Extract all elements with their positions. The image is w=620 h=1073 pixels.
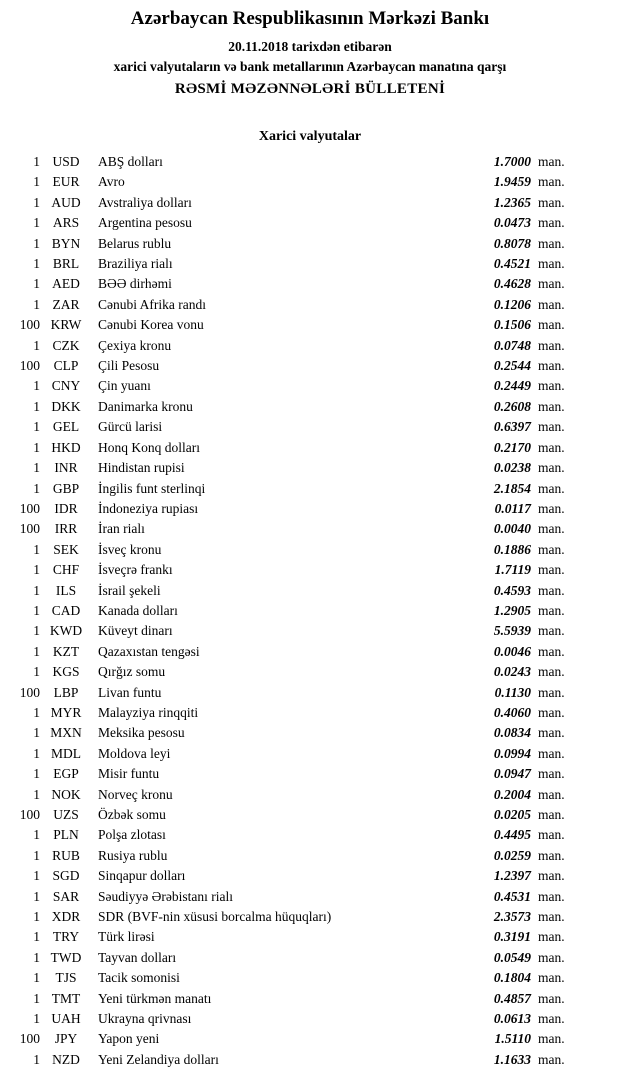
currency-unit: man. bbox=[538, 215, 565, 231]
currency-row bbox=[14, 336, 568, 356]
currency-unit: man. bbox=[538, 745, 565, 761]
currency-code: AED bbox=[52, 276, 80, 292]
currency-unit: man. bbox=[538, 460, 565, 476]
currency-name: Cənubi Afrika randı bbox=[98, 296, 206, 312]
currency-name: Belarus rublu bbox=[98, 235, 172, 251]
currency-code: KWD bbox=[49, 623, 83, 639]
currency-code: UAH bbox=[51, 1011, 81, 1027]
currency-unit: man. bbox=[538, 296, 565, 312]
currency-row bbox=[14, 968, 568, 988]
currency-quantity: 1 bbox=[33, 398, 40, 414]
currency-unit: man. bbox=[538, 704, 565, 720]
currency-unit: man. bbox=[538, 1031, 565, 1047]
currency-quantity: 1 bbox=[33, 725, 40, 741]
currency-row bbox=[14, 825, 568, 845]
currency-quantity: 1 bbox=[33, 460, 40, 476]
currency-unit: man. bbox=[538, 1051, 565, 1067]
currency-quantity: 100 bbox=[19, 317, 40, 333]
currency-unit: man. bbox=[538, 888, 565, 904]
currency-code: UZS bbox=[53, 807, 79, 822]
currency-code: ZAR bbox=[52, 296, 80, 312]
currency-name: Norveç kronu bbox=[98, 786, 173, 802]
currency-rate: 0.2608 bbox=[493, 398, 531, 414]
currency-quantity: 1 bbox=[33, 337, 40, 353]
currency-rate: 0.0834 bbox=[493, 725, 531, 741]
currency-rate: 0.6397 bbox=[493, 419, 531, 435]
currency-name: Yeni Zelandiya dolları bbox=[98, 1051, 219, 1067]
currency-name: Avro bbox=[98, 174, 125, 190]
bank-title: Azərbaycan Respublikasının Mərkəzi Bankı bbox=[130, 8, 490, 29]
currency-rate: 0.1506 bbox=[493, 317, 531, 333]
currency-unit: man. bbox=[538, 541, 565, 557]
currency-rate: 0.0613 bbox=[493, 1011, 531, 1027]
currency-code: EUR bbox=[52, 174, 80, 190]
currency-row bbox=[14, 213, 568, 233]
currency-name: Tacik somonisi bbox=[98, 970, 180, 986]
currency-unit: man. bbox=[538, 623, 565, 639]
currency-quantity: 1 bbox=[33, 990, 40, 1006]
currency-name: Çin yuanı bbox=[98, 378, 151, 394]
currency-code: TWD bbox=[50, 949, 82, 965]
currency-quantity: 100 bbox=[19, 1031, 40, 1047]
currency-quantity: 1 bbox=[33, 623, 40, 639]
currency-rate: 1.2905 bbox=[493, 602, 531, 618]
currency-unit: man. bbox=[538, 949, 565, 965]
currency-quantity: 1 bbox=[33, 643, 40, 659]
currency-quantity: 1 bbox=[33, 296, 40, 312]
currency-rate: 1.1633 bbox=[493, 1051, 531, 1067]
currency-row bbox=[14, 315, 568, 335]
currency-rate: 1.9459 bbox=[493, 174, 531, 190]
currency-unit: man. bbox=[538, 235, 565, 251]
currency-unit: man. bbox=[538, 194, 565, 210]
currency-code: MDL bbox=[51, 745, 81, 761]
currency-name: Yapon yeni bbox=[98, 1031, 160, 1047]
currency-code: CNY bbox=[51, 378, 81, 394]
currency-rate: 2.1854 bbox=[493, 480, 531, 496]
currency-name: İran rialı bbox=[98, 521, 145, 537]
currency-quantity: 1 bbox=[33, 827, 40, 843]
currency-name: Cənubi Korea vonu bbox=[98, 317, 204, 333]
currency-code: MXN bbox=[50, 725, 82, 741]
currency-rate: 0.2170 bbox=[493, 439, 531, 455]
currency-name: Yeni türkmən manatı bbox=[98, 990, 212, 1006]
currency-unit: man. bbox=[538, 256, 565, 272]
currency-row bbox=[14, 519, 568, 539]
currency-name: Misir funtu bbox=[98, 766, 160, 782]
currency-rate: 0.8078 bbox=[493, 235, 531, 251]
currency-code: DKK bbox=[51, 398, 81, 414]
currency-quantity: 1 bbox=[33, 562, 40, 578]
currency-row bbox=[14, 274, 568, 294]
currency-rate: 0.1130 bbox=[494, 684, 531, 700]
currency-name: İsveç kronu bbox=[98, 541, 162, 557]
currency-row bbox=[14, 397, 568, 417]
currency-quantity: 1 bbox=[33, 949, 40, 965]
currency-code: GEL bbox=[52, 419, 80, 435]
currency-row bbox=[14, 458, 568, 478]
currency-row bbox=[14, 499, 568, 519]
currency-row bbox=[14, 295, 568, 315]
currency-rate: 1.2397 bbox=[493, 868, 531, 884]
currency-rate: 0.2004 bbox=[493, 786, 531, 802]
currency-quantity: 1 bbox=[33, 868, 40, 884]
currency-name: SDR (BVF-nin xüsusi borcalma hüquqları) bbox=[98, 909, 332, 925]
currency-row bbox=[14, 560, 568, 580]
currency-unit: man. bbox=[538, 276, 565, 292]
currency-row bbox=[14, 785, 568, 805]
currency-code: EGP bbox=[53, 766, 79, 782]
currency-quantity: 1 bbox=[33, 847, 40, 863]
currency-rate: 0.2544 bbox=[493, 358, 531, 374]
currency-code: INR bbox=[54, 460, 78, 476]
currency-code: SEK bbox=[53, 541, 79, 557]
currency-row bbox=[14, 703, 568, 723]
currency-code: CHF bbox=[52, 562, 80, 578]
currency-row bbox=[14, 927, 568, 947]
currency-name: Kanada dolları bbox=[98, 602, 178, 618]
currency-name: Hindistan rupisi bbox=[98, 460, 185, 476]
currency-code: HKD bbox=[51, 439, 81, 455]
currency-name: İngilis funt sterlinqi bbox=[98, 480, 206, 496]
currency-name: BƏƏ dirhəmi bbox=[98, 276, 172, 292]
currency-name: Danimarka kronu bbox=[98, 398, 193, 414]
currency-quantity: 1 bbox=[33, 786, 40, 802]
currency-unit: man. bbox=[538, 582, 565, 598]
currency-name: Livan funtu bbox=[98, 684, 162, 700]
currency-unit: man. bbox=[538, 398, 565, 414]
currency-name: Türk lirəsi bbox=[98, 929, 155, 945]
currency-row bbox=[14, 744, 568, 764]
currency-name: Polşa zlotası bbox=[98, 827, 166, 843]
currency-code: TMT bbox=[51, 990, 81, 1006]
currency-name: Səudiyyə Ərəbistanı rialı bbox=[98, 888, 233, 904]
currency-unit: man. bbox=[538, 766, 565, 782]
currency-name: Ukrayna qrivnası bbox=[98, 1011, 192, 1027]
currency-code: SGD bbox=[52, 868, 80, 884]
currency-rate: 5.5939 bbox=[493, 623, 531, 639]
currency-unit: man. bbox=[538, 868, 565, 884]
currency-row bbox=[14, 662, 568, 682]
currency-quantity: 1 bbox=[33, 1011, 40, 1027]
currency-quantity: 1 bbox=[33, 745, 40, 761]
currency-rate: 0.0238 bbox=[493, 460, 531, 476]
currency-quantity: 1 bbox=[33, 704, 40, 720]
currency-name: İsveçrə frankı bbox=[98, 562, 173, 578]
currency-row bbox=[14, 172, 568, 192]
currency-row bbox=[14, 683, 568, 703]
currency-quantity: 1 bbox=[33, 909, 40, 925]
currency-quantity: 1 bbox=[33, 256, 40, 272]
currency-unit: man. bbox=[538, 1011, 565, 1027]
bulletin-title: RƏSMİ MƏZƏNNƏLƏRİ BÜLLETENİ bbox=[174, 81, 446, 97]
currency-row bbox=[14, 1009, 568, 1029]
currency-row bbox=[14, 1029, 568, 1049]
currency-quantity: 1 bbox=[33, 664, 40, 680]
currency-quantity: 100 bbox=[19, 358, 40, 374]
currency-rate: 2.3573 bbox=[493, 909, 531, 925]
currency-code: IDR bbox=[54, 500, 78, 516]
currency-name: Argentina pesosu bbox=[98, 215, 192, 231]
currency-name: Çexiya kronu bbox=[98, 337, 172, 353]
currency-unit: man. bbox=[538, 684, 565, 700]
currency-unit: man. bbox=[538, 439, 565, 455]
currency-rate: 0.1206 bbox=[493, 296, 531, 312]
currency-code: TJS bbox=[55, 970, 77, 986]
currency-code: IRR bbox=[54, 521, 78, 537]
currency-unit: man. bbox=[538, 725, 565, 741]
currency-row bbox=[14, 254, 568, 274]
currency-rate: 0.4521 bbox=[493, 256, 531, 272]
bulletin-header bbox=[0, 0, 620, 99]
currency-quantity: 100 bbox=[19, 500, 40, 516]
currency-code: USD bbox=[52, 154, 80, 169]
currency-row bbox=[14, 764, 568, 784]
currency-unit: man. bbox=[538, 827, 565, 843]
currency-row bbox=[14, 581, 568, 601]
currency-unit: man. bbox=[538, 664, 565, 680]
currency-code: MYR bbox=[50, 704, 82, 720]
currency-quantity: 1 bbox=[33, 602, 40, 618]
currency-rate: 0.4593 bbox=[493, 582, 531, 598]
currency-row bbox=[14, 989, 568, 1009]
currency-code: ARS bbox=[52, 215, 80, 231]
currency-rate: 0.4495 bbox=[493, 827, 531, 843]
currency-quantity: 1 bbox=[33, 194, 40, 210]
currency-quantity: 100 bbox=[19, 684, 40, 700]
currency-name: Meksika pesosu bbox=[98, 725, 185, 741]
currency-rate: 0.4628 bbox=[493, 276, 531, 292]
currency-row bbox=[14, 846, 568, 866]
currency-code: CAD bbox=[51, 602, 81, 618]
currency-quantity: 1 bbox=[33, 582, 40, 598]
currency-rate: 0.4857 bbox=[493, 990, 531, 1006]
currency-rate: 0.4531 bbox=[493, 888, 531, 904]
currency-code: NOK bbox=[51, 786, 81, 802]
currency-rate: 1.7000 bbox=[493, 154, 531, 169]
currency-code: BYN bbox=[51, 235, 81, 251]
currency-rate: 0.0549 bbox=[493, 949, 531, 965]
currency-row bbox=[14, 866, 568, 886]
currency-unit: man. bbox=[538, 419, 565, 435]
currency-rate: 0.0748 bbox=[493, 337, 531, 353]
currency-name: Sinqapur dolları bbox=[98, 868, 186, 884]
currency-code: BRL bbox=[52, 256, 80, 272]
currency-rate: 0.0243 bbox=[493, 664, 531, 680]
currency-code: KGS bbox=[52, 664, 80, 680]
currency-quantity: 1 bbox=[33, 929, 40, 945]
currency-code: TRY bbox=[52, 929, 80, 945]
currency-name: Honq Konq dolları bbox=[98, 439, 200, 455]
currency-name: İsrail şekeli bbox=[98, 582, 161, 598]
currency-quantity: 1 bbox=[33, 480, 40, 496]
currency-code: CZK bbox=[52, 337, 80, 353]
currency-rate: 0.2449 bbox=[493, 378, 531, 394]
currency-row bbox=[14, 234, 568, 254]
currency-unit: man. bbox=[538, 807, 565, 822]
currency-name: Malayziya rinqqiti bbox=[98, 704, 199, 720]
currency-unit: man. bbox=[538, 786, 565, 802]
currency-unit: man. bbox=[538, 990, 565, 1006]
currency-rate: 0.0473 bbox=[493, 215, 531, 231]
currency-row bbox=[14, 723, 568, 743]
currency-unit: man. bbox=[538, 970, 565, 986]
currency-code: KZT bbox=[52, 643, 80, 659]
currency-rate: 0.4060 bbox=[493, 704, 531, 720]
currency-unit: man. bbox=[538, 154, 565, 169]
currency-name: Qırğız somu bbox=[98, 664, 166, 680]
currency-row bbox=[14, 887, 568, 907]
currency-code: PLN bbox=[53, 827, 79, 843]
currency-row bbox=[14, 479, 568, 499]
currency-quantity: 1 bbox=[33, 1051, 40, 1067]
currency-quantity: 1 bbox=[33, 154, 40, 169]
currency-quantity: 1 bbox=[33, 970, 40, 986]
currency-row bbox=[14, 376, 568, 396]
currency-unit: man. bbox=[538, 174, 565, 190]
scope-line: xarici valyutaların və bank metallarının Azərbaycan manatına qarşı bbox=[113, 59, 507, 74]
currency-code: RUB bbox=[52, 847, 80, 863]
currency-unit: man. bbox=[538, 500, 565, 516]
currency-rate: 0.1804 bbox=[493, 970, 531, 986]
currency-name: Küveyt dinarı bbox=[98, 623, 173, 639]
currency-code: GBP bbox=[52, 480, 80, 496]
currency-quantity: 1 bbox=[33, 888, 40, 904]
currency-code: XDR bbox=[51, 909, 81, 925]
currency-unit: man. bbox=[538, 929, 565, 945]
currency-unit: man. bbox=[538, 562, 565, 578]
currency-quantity: 1 bbox=[33, 378, 40, 394]
currency-name: İndoneziya rupiası bbox=[98, 500, 199, 516]
currency-rate: 0.0046 bbox=[493, 643, 531, 659]
currency-quantity: 1 bbox=[33, 174, 40, 190]
currency-row bbox=[14, 152, 568, 172]
currency-row bbox=[14, 642, 568, 662]
currency-code: NZD bbox=[52, 1051, 80, 1067]
currency-row bbox=[14, 907, 568, 927]
currency-code: KRW bbox=[50, 317, 82, 333]
effective-date-line: 20.11.2018 tarixdən etibarən bbox=[228, 39, 392, 54]
currency-quantity: 100 bbox=[19, 521, 40, 537]
currency-quantity: 1 bbox=[33, 276, 40, 292]
currency-name: Tayvan dolları bbox=[98, 949, 177, 965]
currency-row bbox=[14, 193, 568, 213]
currency-code: ILS bbox=[55, 582, 77, 598]
currency-quantity: 100 bbox=[19, 807, 40, 822]
currency-rate: 0.0040 bbox=[493, 521, 531, 537]
currency-row bbox=[14, 356, 568, 376]
currency-rate: 0.1886 bbox=[493, 541, 531, 557]
currency-unit: man. bbox=[538, 358, 565, 374]
currency-name: Moldova leyi bbox=[98, 745, 171, 761]
currency-row bbox=[14, 948, 568, 968]
currency-row bbox=[14, 438, 568, 458]
currency-name: Rusiya rublu bbox=[98, 847, 168, 863]
currency-row bbox=[14, 621, 568, 641]
currency-row bbox=[14, 601, 568, 621]
currency-quantity: 1 bbox=[33, 235, 40, 251]
currency-unit: man. bbox=[538, 602, 565, 618]
section-title-foreign-currencies: Xarici valyutalar bbox=[258, 129, 362, 144]
currency-code: CLP bbox=[53, 358, 79, 374]
currency-row bbox=[14, 1050, 568, 1070]
currency-unit: man. bbox=[538, 643, 565, 659]
currency-rate: 1.7119 bbox=[494, 562, 531, 578]
currency-rate: 1.5110 bbox=[494, 1031, 531, 1047]
currency-quantity: 1 bbox=[33, 215, 40, 231]
currency-quantity: 1 bbox=[33, 439, 40, 455]
currency-rate: 1.2365 bbox=[493, 194, 531, 210]
currency-quantity: 1 bbox=[33, 419, 40, 435]
currency-rate: 0.3191 bbox=[493, 929, 531, 945]
currency-name: Özbək somu bbox=[98, 807, 166, 822]
currency-unit: man. bbox=[538, 317, 565, 333]
currency-name: ABŞ dolları bbox=[98, 154, 163, 169]
currency-rate: 0.0117 bbox=[494, 500, 531, 516]
currency-quantity: 1 bbox=[33, 766, 40, 782]
currency-code: SAR bbox=[52, 888, 80, 904]
currency-table bbox=[0, 152, 620, 1070]
currency-name: Braziliya rialı bbox=[98, 256, 173, 272]
currency-unit: man. bbox=[538, 480, 565, 496]
currency-name: Gürcü larisi bbox=[98, 419, 163, 435]
currency-rate: 0.0994 bbox=[493, 745, 531, 761]
currency-unit: man. bbox=[538, 378, 565, 394]
currency-code: JPY bbox=[54, 1031, 78, 1047]
currency-rate: 0.0205 bbox=[493, 807, 531, 822]
currency-unit: man. bbox=[538, 521, 565, 537]
currency-row bbox=[14, 805, 568, 825]
currency-row bbox=[14, 417, 568, 437]
currency-unit: man. bbox=[538, 909, 565, 925]
currency-name: Avstraliya dolları bbox=[98, 194, 192, 210]
currency-unit: man. bbox=[538, 337, 565, 353]
currency-name: Çili Pesosu bbox=[98, 358, 160, 374]
currency-code: LBP bbox=[53, 684, 79, 700]
currency-unit: man. bbox=[538, 847, 565, 863]
currency-code: AUD bbox=[51, 194, 81, 210]
currency-rate: 0.0947 bbox=[493, 766, 531, 782]
currency-name: Qazaxıstan tengəsi bbox=[98, 643, 200, 659]
currency-rate: 0.0259 bbox=[493, 847, 531, 863]
currency-quantity: 1 bbox=[33, 541, 40, 557]
currency-row bbox=[14, 540, 568, 560]
